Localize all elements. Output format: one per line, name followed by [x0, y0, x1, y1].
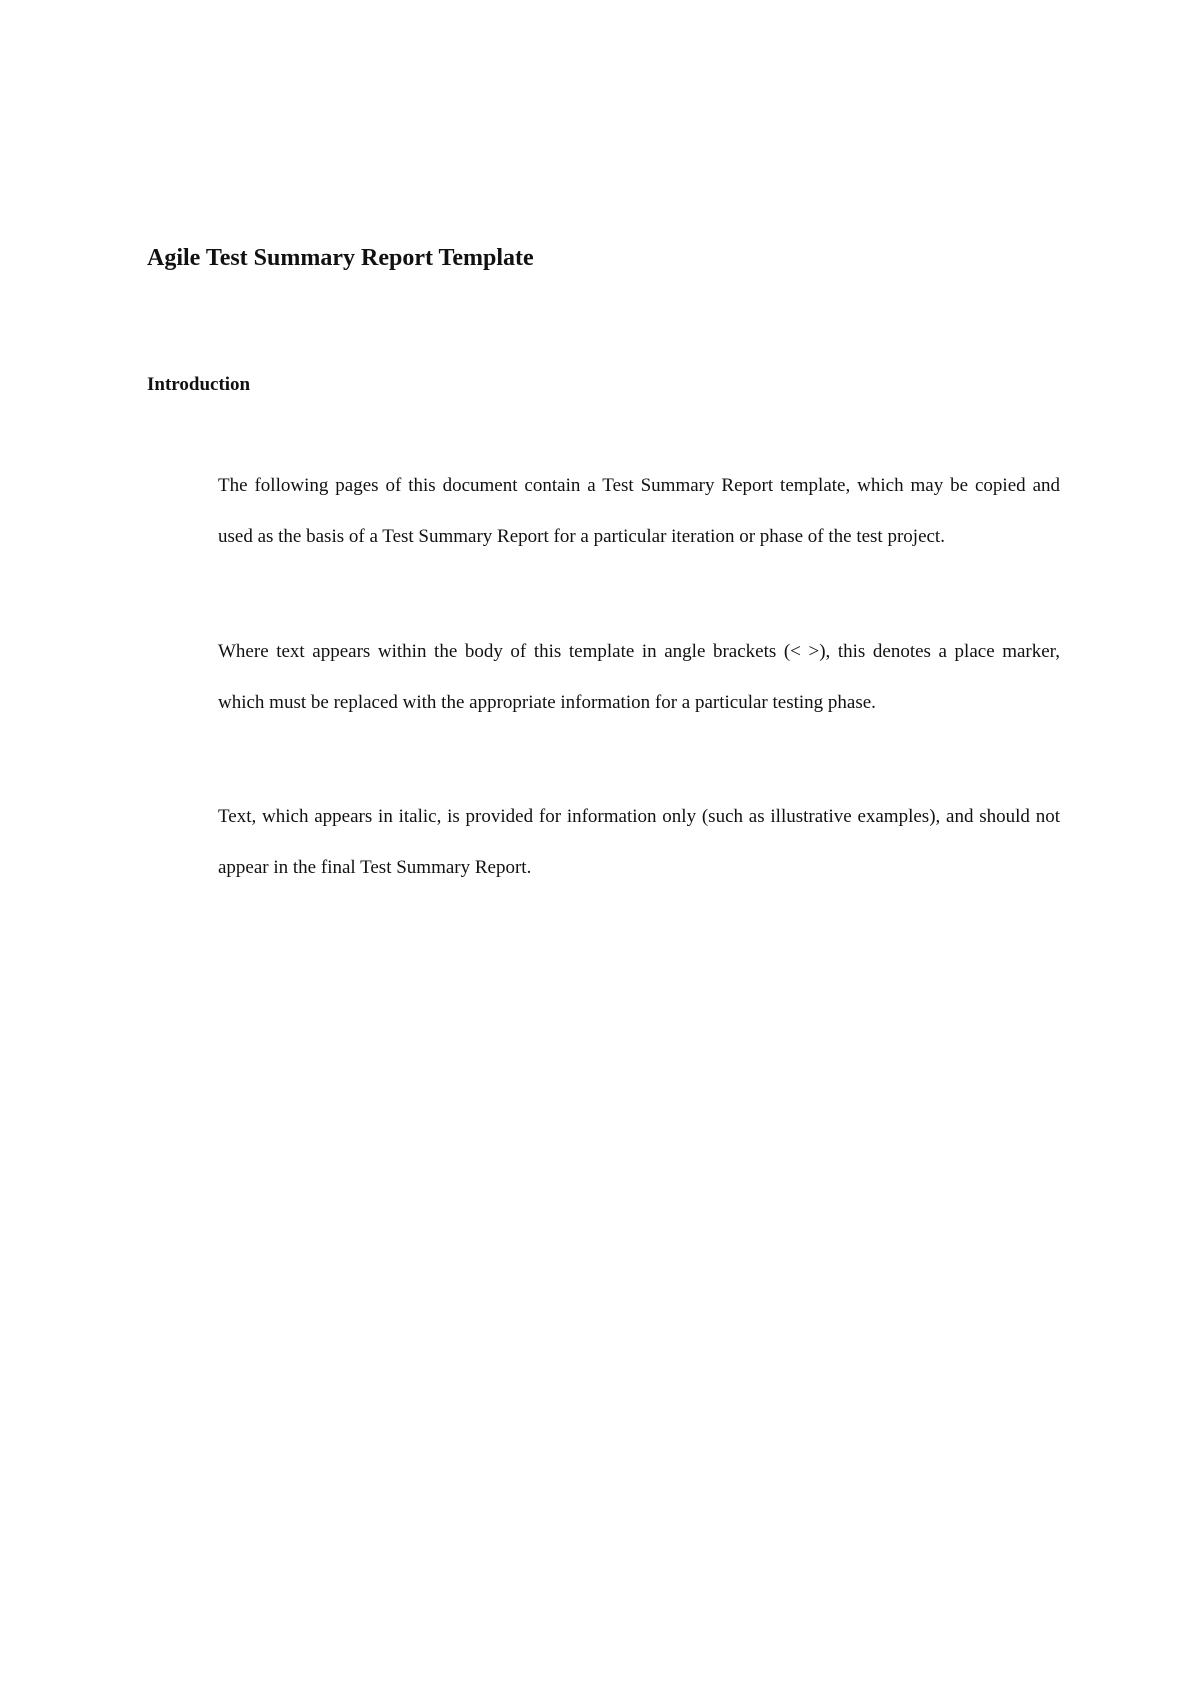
introduction-paragraph-3: Text, which appears in italic, is provided for information only (such as illustrative examples), and should not appear in the final Test Summary Report. — [218, 806, 1060, 878]
introduction-paragraph-1: The following pages of this document contain a Test Summary Report template, which may be copied and used as the basis of a Test Summary Report for a particular iteration or phase of the test project. — [218, 475, 1060, 547]
section-heading-introduction: Introduction — [147, 374, 251, 395]
document-title: Agile Test Summary Report Template — [147, 245, 534, 271]
introduction-paragraph-2: Where text appears within the body of this template in angle brackets (< >), this denotes a place marker, which must be replaced with the appropriate information for a particular testing phase. — [218, 641, 1060, 713]
